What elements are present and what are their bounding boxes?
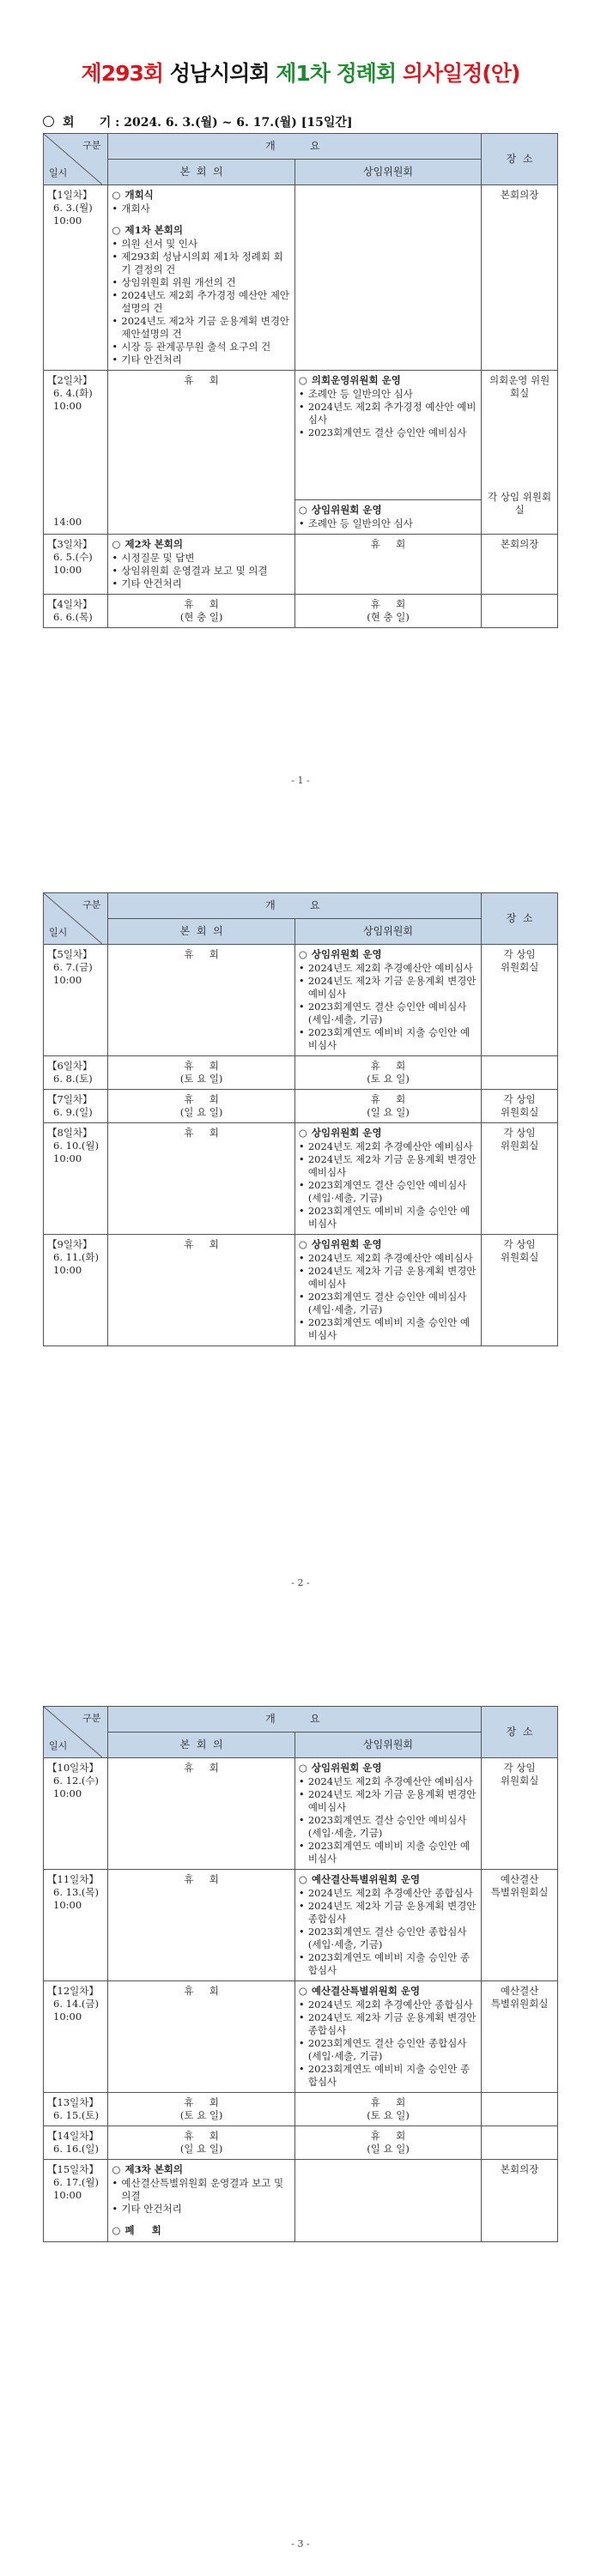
plenary-section <box>112 538 290 590</box>
day-cell <box>44 2126 108 2160</box>
agenda-item: • 2023회계연도 결산 승인안 종합심사(세입·세출, 기금) <box>299 2037 477 2063</box>
plenary-cell <box>108 2093 294 2126</box>
committee-item-list <box>299 1887 477 1977</box>
agenda-item: • 2023회계연도 결산 승인안 예비심사(세입·세출, 기금) <box>299 1291 477 1316</box>
day-detail: 10:00 <box>53 2011 82 2023</box>
place-text: 위원회실 <box>500 1140 539 1152</box>
header-corner-cell <box>44 134 108 185</box>
agenda-item: • 시정질문 및 답변 <box>112 552 290 565</box>
agenda-item: • 2023회계연도 결산 승인안 종합심사(세입·세출, 기금) <box>299 1926 477 1951</box>
plenary-recess-text: (토 요 일) <box>179 2109 223 2121</box>
plenary-section <box>112 2163 290 2216</box>
header-plenary: 본 회 의 <box>108 160 294 185</box>
place-text: 예산결산 <box>500 1873 539 1885</box>
day-detail: 6. 8.(토) <box>53 1073 93 1085</box>
agenda-item: • 2023회계연도 결산 승인안 예비심사(세입·세출, 기금) <box>299 1179 477 1205</box>
day-cell <box>44 535 108 595</box>
day-number: 【7일차】 <box>47 1093 93 1105</box>
session-value: : 2024. 6. 3.(월) ~ 6. 17.(월) [15일간] <box>115 116 353 130</box>
place-text: 위원회실 <box>500 1251 539 1263</box>
place-text: 위원회실 <box>500 961 539 973</box>
day-number: 【9일차】 <box>47 1238 93 1250</box>
agenda-item: • 2023회계연도 결산 승인안 예비심사(세입·세출, 기금) <box>299 1814 477 1840</box>
day-number: 【14일차】 <box>47 2130 99 2142</box>
agenda-item: • 상임위원회 운영결과 보고 및 의결 <box>112 565 290 577</box>
agenda-item: • 2023회계연도 예비비 지출 승인안 예비심사 <box>299 1316 477 1342</box>
place-text: 특별위원회실 <box>490 1886 549 1898</box>
plenary-cell <box>108 535 294 595</box>
committee-cell <box>294 945 481 1056</box>
table-row <box>44 1870 558 1981</box>
day-detail: 10:00 <box>53 215 82 227</box>
header-overview: 개 요 <box>108 1707 482 1732</box>
committee-cell <box>294 1870 481 1981</box>
place-cell <box>482 371 558 535</box>
day-cell <box>44 1758 108 1870</box>
place-cell <box>482 1123 558 1235</box>
page-number-2: - 2 - <box>291 1577 310 1588</box>
place-text: 본회의장 <box>500 538 539 550</box>
header-gubun: 구분 <box>82 140 101 151</box>
committee-recess-text: (현 충 일) <box>367 611 410 623</box>
place-cell <box>482 2126 558 2160</box>
header-ilsi: 일시 <box>49 927 68 938</box>
agenda-item: • 2024년도 제2회 추경예산안 종합심사 <box>299 1999 477 2011</box>
agenda-item: • 2023회계연도 예비비 지출 승인안 종합심사 <box>299 2063 477 2089</box>
day-number: 【1일차】 <box>47 189 93 201</box>
table-row <box>44 1090 558 1123</box>
place-cell <box>482 945 558 1056</box>
plenary-recess-text: 휴 회 <box>184 1093 219 1105</box>
plenary-item-list <box>112 238 290 366</box>
place-text: 각 상임 <box>503 1093 536 1105</box>
plenary-cell <box>108 945 294 1056</box>
committee-cell <box>294 1235 481 1346</box>
plenary-cell <box>108 1123 294 1235</box>
schedule-table-page-2 <box>43 892 558 1346</box>
committee-item-list <box>299 517 477 530</box>
plenary-cell <box>108 1090 294 1123</box>
plenary-item-list <box>112 552 290 590</box>
day-number: 【15일차】 <box>47 2163 99 2175</box>
day-detail: 6. 5.(수) <box>53 551 93 563</box>
day-number: 【10일차】 <box>47 1762 99 1774</box>
day-number: 【3일차】 <box>47 538 93 550</box>
committee-recess-text: 휴 회 <box>370 538 406 550</box>
agenda-item: • 2024년도 제2회 추가경정 예산안 예비심사 <box>299 401 477 426</box>
header-plenary: 본 회 의 <box>108 1732 294 1758</box>
agenda-item: • 조례안 등 일반의안 심사 <box>299 388 477 401</box>
day-number: 【5일차】 <box>47 948 93 960</box>
schedule-table-page-3 <box>43 1706 558 2242</box>
committee-recess-text: (일 요 일) <box>367 1106 410 1118</box>
circle-bullet-icon <box>43 116 54 127</box>
plenary-cell <box>108 595 294 628</box>
page-number-3: - 3 - <box>291 2538 310 2549</box>
header-place: 장 소 <box>482 893 558 945</box>
table-row <box>44 2160 558 2242</box>
plenary-section <box>112 189 290 215</box>
place-text: 각 상임 위원회실 <box>488 491 552 516</box>
committee-section-heading: ○ 상임위원회 운영 <box>299 1238 477 1251</box>
committee-section-heading: ○ 예산결산특별위원회 운영 <box>299 1873 477 1886</box>
day-number: 【4일차】 <box>47 598 93 610</box>
plenary-recess-text: 휴 회 <box>184 598 219 610</box>
committee-recess-text: 휴 회 <box>370 598 406 610</box>
agenda-item: • 제293회 성남시의회 제1차 정례회 회기 결정의 건 <box>112 251 290 276</box>
session-label: 회 기 <box>63 116 112 130</box>
place-text: 위원회실 <box>500 1106 539 1118</box>
agenda-item: • 시장 등 관계공무원 출석 요구의 건 <box>112 341 290 354</box>
day-detail: 6. 13.(목) <box>53 1886 99 1898</box>
agenda-item: • 개회사 <box>112 203 290 215</box>
committee-section <box>299 1985 477 2089</box>
day-detail: 10:00 <box>53 1899 82 1911</box>
day-detail: 6. 16.(일) <box>53 2143 99 2155</box>
agenda-item: • 2024년도 제2차 기금 운용계획 변경안 예비심사 <box>299 1265 477 1291</box>
committee-item-list <box>299 1140 477 1231</box>
committee-section-heading: ○ 상임위원회 운영 <box>299 948 477 961</box>
place-text: 본회의장 <box>500 2163 539 2175</box>
schedule-table-page-1 <box>43 133 558 628</box>
agenda-item: • 기타 안건처리 <box>112 354 290 366</box>
plenary-cell <box>108 2126 294 2160</box>
place-text: 특별위원회실 <box>490 1998 549 2010</box>
agenda-item: • 예산결산특별위원회 운영결과 보고 및 의결 <box>112 2177 290 2203</box>
header-gubun: 구분 <box>82 1713 101 1724</box>
agenda-item: • 2023회계연도 결산 승인안 예비심사(세입·세출, 기금) <box>299 1001 477 1026</box>
place-text: 본회의장 <box>500 189 539 201</box>
plenary-section <box>112 2224 290 2237</box>
title-council-name: 성남시의회 <box>169 61 270 86</box>
committee-cell <box>294 1056 481 1090</box>
plenary-cell <box>108 2160 294 2242</box>
header-plenary: 본 회 의 <box>108 919 294 945</box>
title-agenda-label: 의사일정(안) <box>402 61 520 86</box>
plenary-recess-text: 휴 회 <box>184 1060 219 1072</box>
day-detail: 6. 6.(목) <box>53 611 93 623</box>
table-row <box>44 185 558 371</box>
header-gubun: 구분 <box>82 899 101 910</box>
committee-section <box>299 1127 477 1231</box>
day-cell <box>44 185 108 371</box>
header-committee: 상임위원회 <box>294 1732 481 1758</box>
plenary-cell <box>108 1981 294 2093</box>
committee-cell <box>294 595 481 628</box>
header-corner-cell <box>44 1707 108 1758</box>
committee-cell <box>294 1758 481 1870</box>
plenary-recess-text: (일 요 일) <box>179 2143 223 2155</box>
day-cell <box>44 1870 108 1981</box>
committee-recess-text: 휴 회 <box>370 1093 406 1105</box>
agenda-item: • 2024년도 제2회 추경예산안 종합심사 <box>299 1887 477 1900</box>
agenda-item: • 조례안 등 일반의안 심사 <box>299 517 477 530</box>
table-row <box>44 2093 558 2126</box>
committee-item-list <box>299 962 477 1052</box>
day-detail: 10:00 <box>53 1264 82 1276</box>
table-row <box>44 1123 558 1235</box>
place-cell <box>482 535 558 595</box>
day-number: 【12일차】 <box>47 1985 99 1997</box>
plenary-recess-text: (토 요 일) <box>179 1073 223 1085</box>
committee-section <box>299 948 477 1052</box>
agenda-item: • 2024년도 제2차 기금 운용계획 변경안 제안설명의 건 <box>112 315 290 341</box>
day-detail: 10:00 <box>53 2189 82 2201</box>
day-detail: 10:00 <box>53 1152 82 1164</box>
agenda-item: • 2024년도 제2차 기금 운용계획 변경안 예비심사 <box>299 975 477 1001</box>
day-number: 【6일차】 <box>47 1060 93 1072</box>
place-cell <box>482 1090 558 1123</box>
place-text: 각 상임 <box>503 1762 536 1774</box>
day-detail: 10:00 <box>53 400 82 412</box>
committee-recess-text: (일 요 일) <box>367 2143 410 2155</box>
agenda-item: • 2024년도 제2회 추경예산안 예비심사 <box>299 1775 477 1788</box>
day-detail: 6. 11.(화) <box>53 1251 99 1263</box>
day-detail: 6. 7.(금) <box>53 961 93 973</box>
header-place: 장 소 <box>482 134 558 185</box>
day-number: 【2일차】 <box>47 374 93 386</box>
day-detail: 6. 3.(월) <box>53 202 93 214</box>
committee-section-heading: ○ 상임위원회 운영 <box>299 1762 477 1775</box>
day-cell <box>44 2160 108 2242</box>
plenary-section-heading: ○ 개회식 <box>112 189 290 202</box>
plenary-item-list <box>112 203 290 215</box>
table-row <box>44 1235 558 1346</box>
committee-cell <box>294 2093 481 2126</box>
day-detail: 6. 14.(금) <box>53 1998 99 2010</box>
place-cell <box>482 595 558 628</box>
committee-item-list <box>299 1775 477 1865</box>
place-cell <box>482 1870 558 1981</box>
day-cell <box>44 371 108 535</box>
agenda-item: • 2023회계연도 예비비 지출 승인안 종합심사 <box>299 1951 477 1977</box>
plenary-item-list <box>112 2177 290 2216</box>
agenda-item: • 2023회계연도 예비비 지출 승인안 예비심사 <box>299 1205 477 1231</box>
header-corner-cell <box>44 893 108 945</box>
day-cell <box>44 1056 108 1090</box>
header-overview: 개 요 <box>108 134 482 160</box>
committee-section <box>299 1238 477 1342</box>
plenary-cell <box>108 1870 294 1981</box>
committee-section <box>299 1873 477 1977</box>
agenda-item: • 2024년도 제2회 추경예산안 예비심사 <box>299 1140 477 1153</box>
day-detail: 6. 9.(일) <box>53 1106 93 1118</box>
day-detail: 14:00 <box>53 516 82 528</box>
header-committee: 상임위원회 <box>294 160 481 185</box>
committee-cell <box>294 1090 481 1123</box>
header-place: 장 소 <box>482 1707 558 1758</box>
plenary-recess-text: 휴 회 <box>184 1127 219 1139</box>
plenary-recess-text: 휴 회 <box>184 1873 219 1885</box>
committee-recess-text: 휴 회 <box>370 2130 406 2142</box>
day-detail: 6. 12.(수) <box>53 1775 99 1787</box>
header-committee: 상임위원회 <box>294 919 481 945</box>
committee-item-list <box>299 1999 477 2089</box>
agenda-item: • 2024년도 제2차 기금 운용계획 변경안 종합심사 <box>299 2011 477 2037</box>
day-cell <box>44 1235 108 1346</box>
committee-cell <box>294 1123 481 1235</box>
day-cell <box>44 945 108 1056</box>
plenary-cell <box>108 371 294 535</box>
place-text: 각 상임 <box>503 1238 536 1250</box>
day-cell <box>44 1123 108 1235</box>
place-text: 예산결산 <box>500 1985 539 1997</box>
committee-recess-text: (토 요 일) <box>367 2109 410 2121</box>
place-text: 각 상임 <box>503 1127 536 1139</box>
day-detail: 6. 4.(화) <box>53 387 93 399</box>
day-number: 【11일차】 <box>47 1873 99 1885</box>
table-row <box>44 535 558 595</box>
day-detail: 6. 17.(월) <box>53 2176 99 2188</box>
day-detail: 10:00 <box>53 1787 82 1799</box>
plenary-recess-text: 휴 회 <box>184 2096 219 2108</box>
agenda-item: • 2024년도 제2회 추가경정 예산안 제안설명의 건 <box>112 289 290 315</box>
page-number-1: - 1 - <box>291 775 310 786</box>
place-text: 위원회실 <box>500 1775 539 1787</box>
plenary-recess-text: 휴 회 <box>184 948 219 960</box>
plenary-cell <box>108 1235 294 1346</box>
day-number: 【13일차】 <box>47 2096 99 2108</box>
agenda-item: • 2024년도 제2회 추경예산안 예비심사 <box>299 1252 477 1265</box>
table-row <box>44 595 558 628</box>
committee-section <box>295 499 481 530</box>
plenary-recess-text: (일 요 일) <box>179 1106 223 1118</box>
committee-cell <box>294 371 481 535</box>
table-row <box>44 371 558 535</box>
plenary-recess-text: 휴 회 <box>184 1985 219 1997</box>
session-period <box>43 113 353 130</box>
header-overview: 개 요 <box>108 893 482 919</box>
committee-section <box>299 1762 477 1865</box>
title-session-number: 제293회 <box>81 61 164 86</box>
place-cell <box>482 2093 558 2126</box>
table-row <box>44 945 558 1056</box>
agenda-item: • 2024년도 제2회 추경예산안 예비심사 <box>299 962 477 975</box>
day-cell <box>44 1981 108 2093</box>
plenary-section-heading: ○ 제2차 본회의 <box>112 538 290 551</box>
agenda-item: • 2023회계연도 예비비 지출 승인안 예비심사 <box>299 1026 477 1052</box>
day-cell <box>44 2093 108 2126</box>
page-title <box>0 57 601 88</box>
committee-recess-text: 휴 회 <box>370 1060 406 1072</box>
day-detail: 6. 10.(월) <box>53 1140 99 1152</box>
agenda-item: • 2023회계연도 결산 승인안 예비심사 <box>299 426 477 439</box>
committee-section-heading: ○ 상임위원회 운영 <box>299 1127 477 1140</box>
plenary-recess-text: 휴 회 <box>184 2130 219 2142</box>
plenary-section-heading: ○ 폐 회 <box>112 2224 290 2237</box>
committee-cell <box>294 2126 481 2160</box>
table-row <box>44 2126 558 2160</box>
committee-recess-text: 휴 회 <box>370 2096 406 2108</box>
committee-item-list <box>299 1252 477 1342</box>
day-detail: 6. 15.(토) <box>53 2109 99 2121</box>
header-ilsi: 일시 <box>49 167 68 178</box>
plenary-section-heading: ○ 제1차 본회의 <box>112 224 290 237</box>
day-detail: 10:00 <box>53 564 82 576</box>
committee-cell <box>294 185 481 371</box>
table-row <box>44 1056 558 1090</box>
committee-section-heading: ○ 예산결산특별위원회 운영 <box>299 1985 477 1998</box>
committee-recess-text: (토 요 일) <box>367 1073 410 1085</box>
place-cell <box>482 1056 558 1090</box>
plenary-section-heading: ○ 제3차 본회의 <box>112 2163 290 2176</box>
plenary-recess-text: 휴 회 <box>184 374 219 386</box>
table-row <box>44 1758 558 1870</box>
day-cell <box>44 595 108 628</box>
committee-item-list <box>299 388 477 439</box>
committee-cell <box>294 1981 481 2093</box>
header-ilsi: 일시 <box>49 1740 68 1751</box>
plenary-recess-text: 휴 회 <box>184 1762 219 1774</box>
agenda-item: • 의원 선서 및 인사 <box>112 238 290 251</box>
agenda-item: • 기타 안건처리 <box>112 577 290 590</box>
place-cell <box>482 1758 558 1870</box>
place-cell <box>482 1981 558 2093</box>
place-cell <box>482 2160 558 2242</box>
day-detail: 10:00 <box>53 974 82 986</box>
plenary-cell <box>108 185 294 371</box>
plenary-section <box>112 224 290 366</box>
agenda-item: • 상임위원회 위원 개선의 건 <box>112 276 290 289</box>
committee-section <box>299 374 477 439</box>
plenary-recess-text: (현 충 일) <box>179 611 223 623</box>
committee-section-heading: ○ 상임위원회 운영 <box>299 504 477 517</box>
agenda-item: • 기타 안건처리 <box>112 2203 290 2216</box>
place-text: 각 상임 <box>503 948 536 960</box>
agenda-item: • 2024년도 제2차 기금 운용계획 변경안 종합심사 <box>299 1900 477 1926</box>
plenary-cell <box>108 1056 294 1090</box>
committee-section-heading: ○ 의회운영위원회 운영 <box>299 374 477 387</box>
agenda-item: • 2023회계연도 예비비 지출 승인안 예비심사 <box>299 1840 477 1865</box>
table-row <box>44 1981 558 2093</box>
title-meeting-type: 제1차 정례회 <box>276 61 397 86</box>
committee-cell <box>294 2160 481 2242</box>
committee-cell <box>294 535 481 595</box>
agenda-item: • 2024년도 제2차 기금 운용계획 변경안 예비심사 <box>299 1153 477 1179</box>
plenary-cell <box>108 1758 294 1870</box>
place-text: 의회운영 위원회실 <box>489 374 550 399</box>
day-number: 【8일차】 <box>47 1127 93 1139</box>
plenary-recess-text: 휴 회 <box>184 1238 219 1250</box>
place-cell <box>482 1235 558 1346</box>
day-cell <box>44 1090 108 1123</box>
agenda-item: • 2024년도 제2차 기금 운용계획 변경안 예비심사 <box>299 1788 477 1814</box>
place-cell <box>482 185 558 371</box>
